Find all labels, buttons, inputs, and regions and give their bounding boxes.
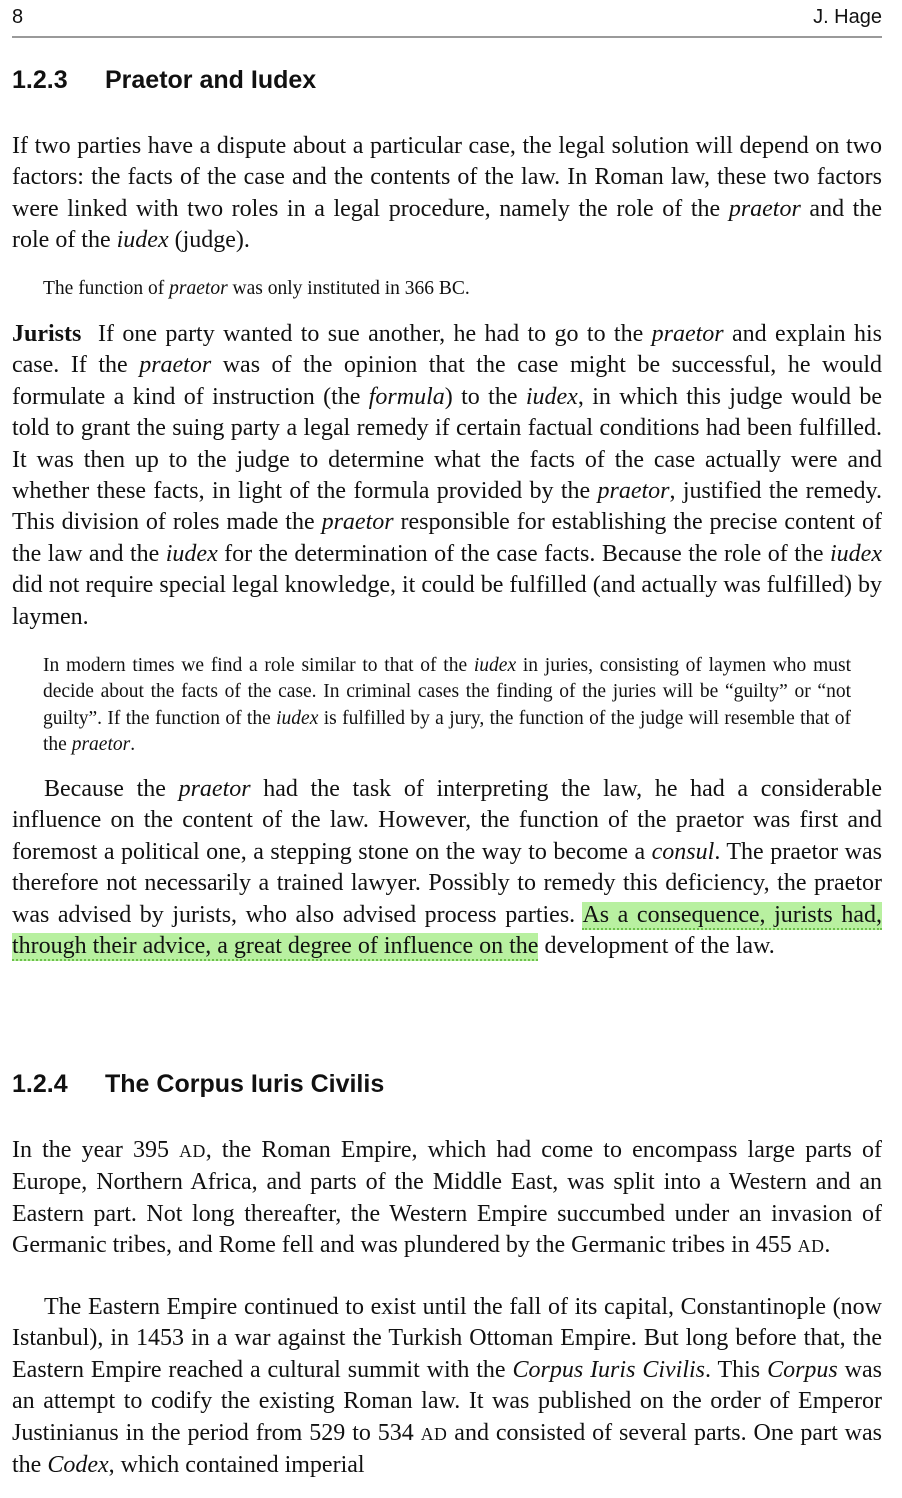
text-run: was only instituted in 366 BC. bbox=[227, 278, 470, 299]
running-author: J. Hage bbox=[813, 6, 882, 28]
italic-term: formula bbox=[368, 383, 445, 410]
text-run: In the year 395 bbox=[12, 1137, 180, 1163]
italic-term: praetor bbox=[651, 321, 724, 347]
text-run: development of the law. bbox=[538, 933, 775, 960]
body-paragraph-roman-empire bbox=[12, 1135, 882, 1263]
italic-term: iudex bbox=[525, 383, 578, 410]
text-run: . bbox=[824, 1232, 831, 1259]
italic-term: iudex bbox=[276, 707, 319, 729]
text-run: , justified the remedy. This division of roles made the bbox=[12, 478, 882, 536]
text-run: ) to the bbox=[444, 383, 526, 410]
small-caps-text: AD bbox=[420, 1423, 448, 1444]
text-run: was of the opinion that the case might be successful, he would formulate a kind of instruction (the bbox=[12, 352, 882, 410]
text-run: . This bbox=[705, 1356, 768, 1383]
text-run: and the role of the bbox=[12, 195, 882, 254]
text-run: and explain his case. If the bbox=[12, 321, 882, 379]
text-run: The Eastern Empire continued to exist until the fall of its capital, Constantinople (now Istanbul), in 1453 in a war against the Turkish Ottoman Empire. But long before that, the Eastern Empire reached a cultural summit with the bbox=[12, 1294, 882, 1383]
section-title: Praetor and Iudex bbox=[105, 66, 317, 94]
body-paragraph-eastern-empire bbox=[12, 1292, 882, 1481]
italic-term: iudex bbox=[830, 540, 882, 567]
running-header bbox=[12, 4, 882, 38]
italic-term: iudex bbox=[473, 655, 517, 676]
italic-term: Corpus Iuris Civilis bbox=[512, 1356, 705, 1383]
text-run: , which contained imperial bbox=[108, 1452, 365, 1479]
text-run: If one party wanted to sue another, he had to go to the bbox=[81, 321, 652, 347]
body-paragraph-influence bbox=[12, 774, 882, 962]
text-run: In modern times we find a role similar to that of the bbox=[43, 655, 474, 676]
section-heading-1-2-3 bbox=[12, 66, 316, 95]
text-run: for the determination of the case facts. Because the role of the bbox=[217, 540, 830, 567]
body-paragraph bbox=[12, 131, 882, 257]
italic-term: praetor bbox=[71, 733, 131, 755]
italic-term: praetor bbox=[728, 195, 801, 222]
text-run: is fulfilled by a jury, the function of the judge will resemble that of the bbox=[43, 707, 851, 755]
small-caps-text: AD bbox=[179, 1141, 206, 1161]
small-caps-text: AD bbox=[797, 1236, 825, 1257]
text-run: Because the bbox=[44, 776, 179, 802]
italic-term: Codex bbox=[47, 1452, 109, 1479]
section-heading-1-2-4 bbox=[12, 1070, 384, 1099]
section-number: 1.2.4 bbox=[12, 1070, 68, 1098]
italic-term: praetor bbox=[178, 776, 251, 802]
body-paragraph-jurists bbox=[12, 319, 882, 633]
section-number: 1.2.3 bbox=[12, 66, 68, 94]
italic-term: praetor bbox=[321, 509, 394, 536]
note-paragraph bbox=[43, 276, 851, 302]
highlighted-text[interactable]: As a consequence, jurists had, through their advice, a great degree of influence on the bbox=[12, 901, 882, 960]
text-run: The function of bbox=[43, 278, 170, 299]
text-run: responsible for establishing the precise content of the law and the bbox=[12, 509, 882, 567]
italic-term: Corpus bbox=[767, 1356, 838, 1383]
italic-term: iudex bbox=[165, 540, 218, 567]
text-run: in juries, consisting of laymen who must decide about the facts of the case. In criminal cases the finding of the juries will be “guilty” or “not guilty”. If the function of the bbox=[43, 655, 851, 729]
italic-term: praetor bbox=[169, 278, 228, 299]
text-run: , in which this judge would be told to grant the suing party a legal remedy if certain factual conditions had been fulfilled. It was then up to the judge to determine what the facts of the case actually were and whether these facts, in light of the formula provided by the bbox=[12, 383, 883, 505]
text-run: If two parties have a dispute about a particular case, the legal solution will depend on two factors: the facts of the case and the contents of the law. In Roman law, these two factors were linked with two roles in a legal procedure, namely the role of the bbox=[12, 133, 882, 222]
italic-term: consul bbox=[651, 838, 715, 865]
run-in-heading: Jurists bbox=[12, 321, 82, 347]
text-run: had the task of interpreting the law, he had a considerable influence on the content of the law. However, the function of the praetor was first and foremost a political one, a stepping stone on the way to become a bbox=[12, 776, 883, 865]
text-run: and consisted of several parts. One part was the bbox=[12, 1419, 882, 1479]
section-title: The Corpus Iuris Civilis bbox=[105, 1070, 385, 1098]
italic-term: praetor bbox=[597, 478, 670, 505]
text-run: , the Roman Empire, which had come to encompass large parts of Europe, Northern Africa, and parts of the Middle East, was split into a Western and an Eastern part. Not long thereafter, the Western Empire succumbed under an invasion of Germanic tribes, and Rome fell and was plundered by the Germanic tribes in 455 bbox=[12, 1137, 883, 1259]
text-run: . bbox=[130, 733, 136, 755]
text-run: was an attempt to codify the existing Roman law. It was published on the order of Emperor Justinianus in the period from 529 to 534 bbox=[12, 1356, 882, 1446]
italic-term: iudex bbox=[116, 227, 169, 254]
italic-term: praetor bbox=[139, 352, 212, 379]
text-run: did not require special legal knowledge, it could be fulfilled (and actually was fulfilled) by laymen. bbox=[12, 572, 882, 630]
page-number: 8 bbox=[12, 6, 24, 28]
text-run: . The praetor was therefore not necessarily a trained lawyer. Possibly to remedy this deficiency, the praetor was advised by jurists, who also advised process parties. bbox=[12, 838, 882, 928]
note-paragraph-juries bbox=[43, 653, 851, 758]
text-run: (judge). bbox=[168, 227, 250, 254]
